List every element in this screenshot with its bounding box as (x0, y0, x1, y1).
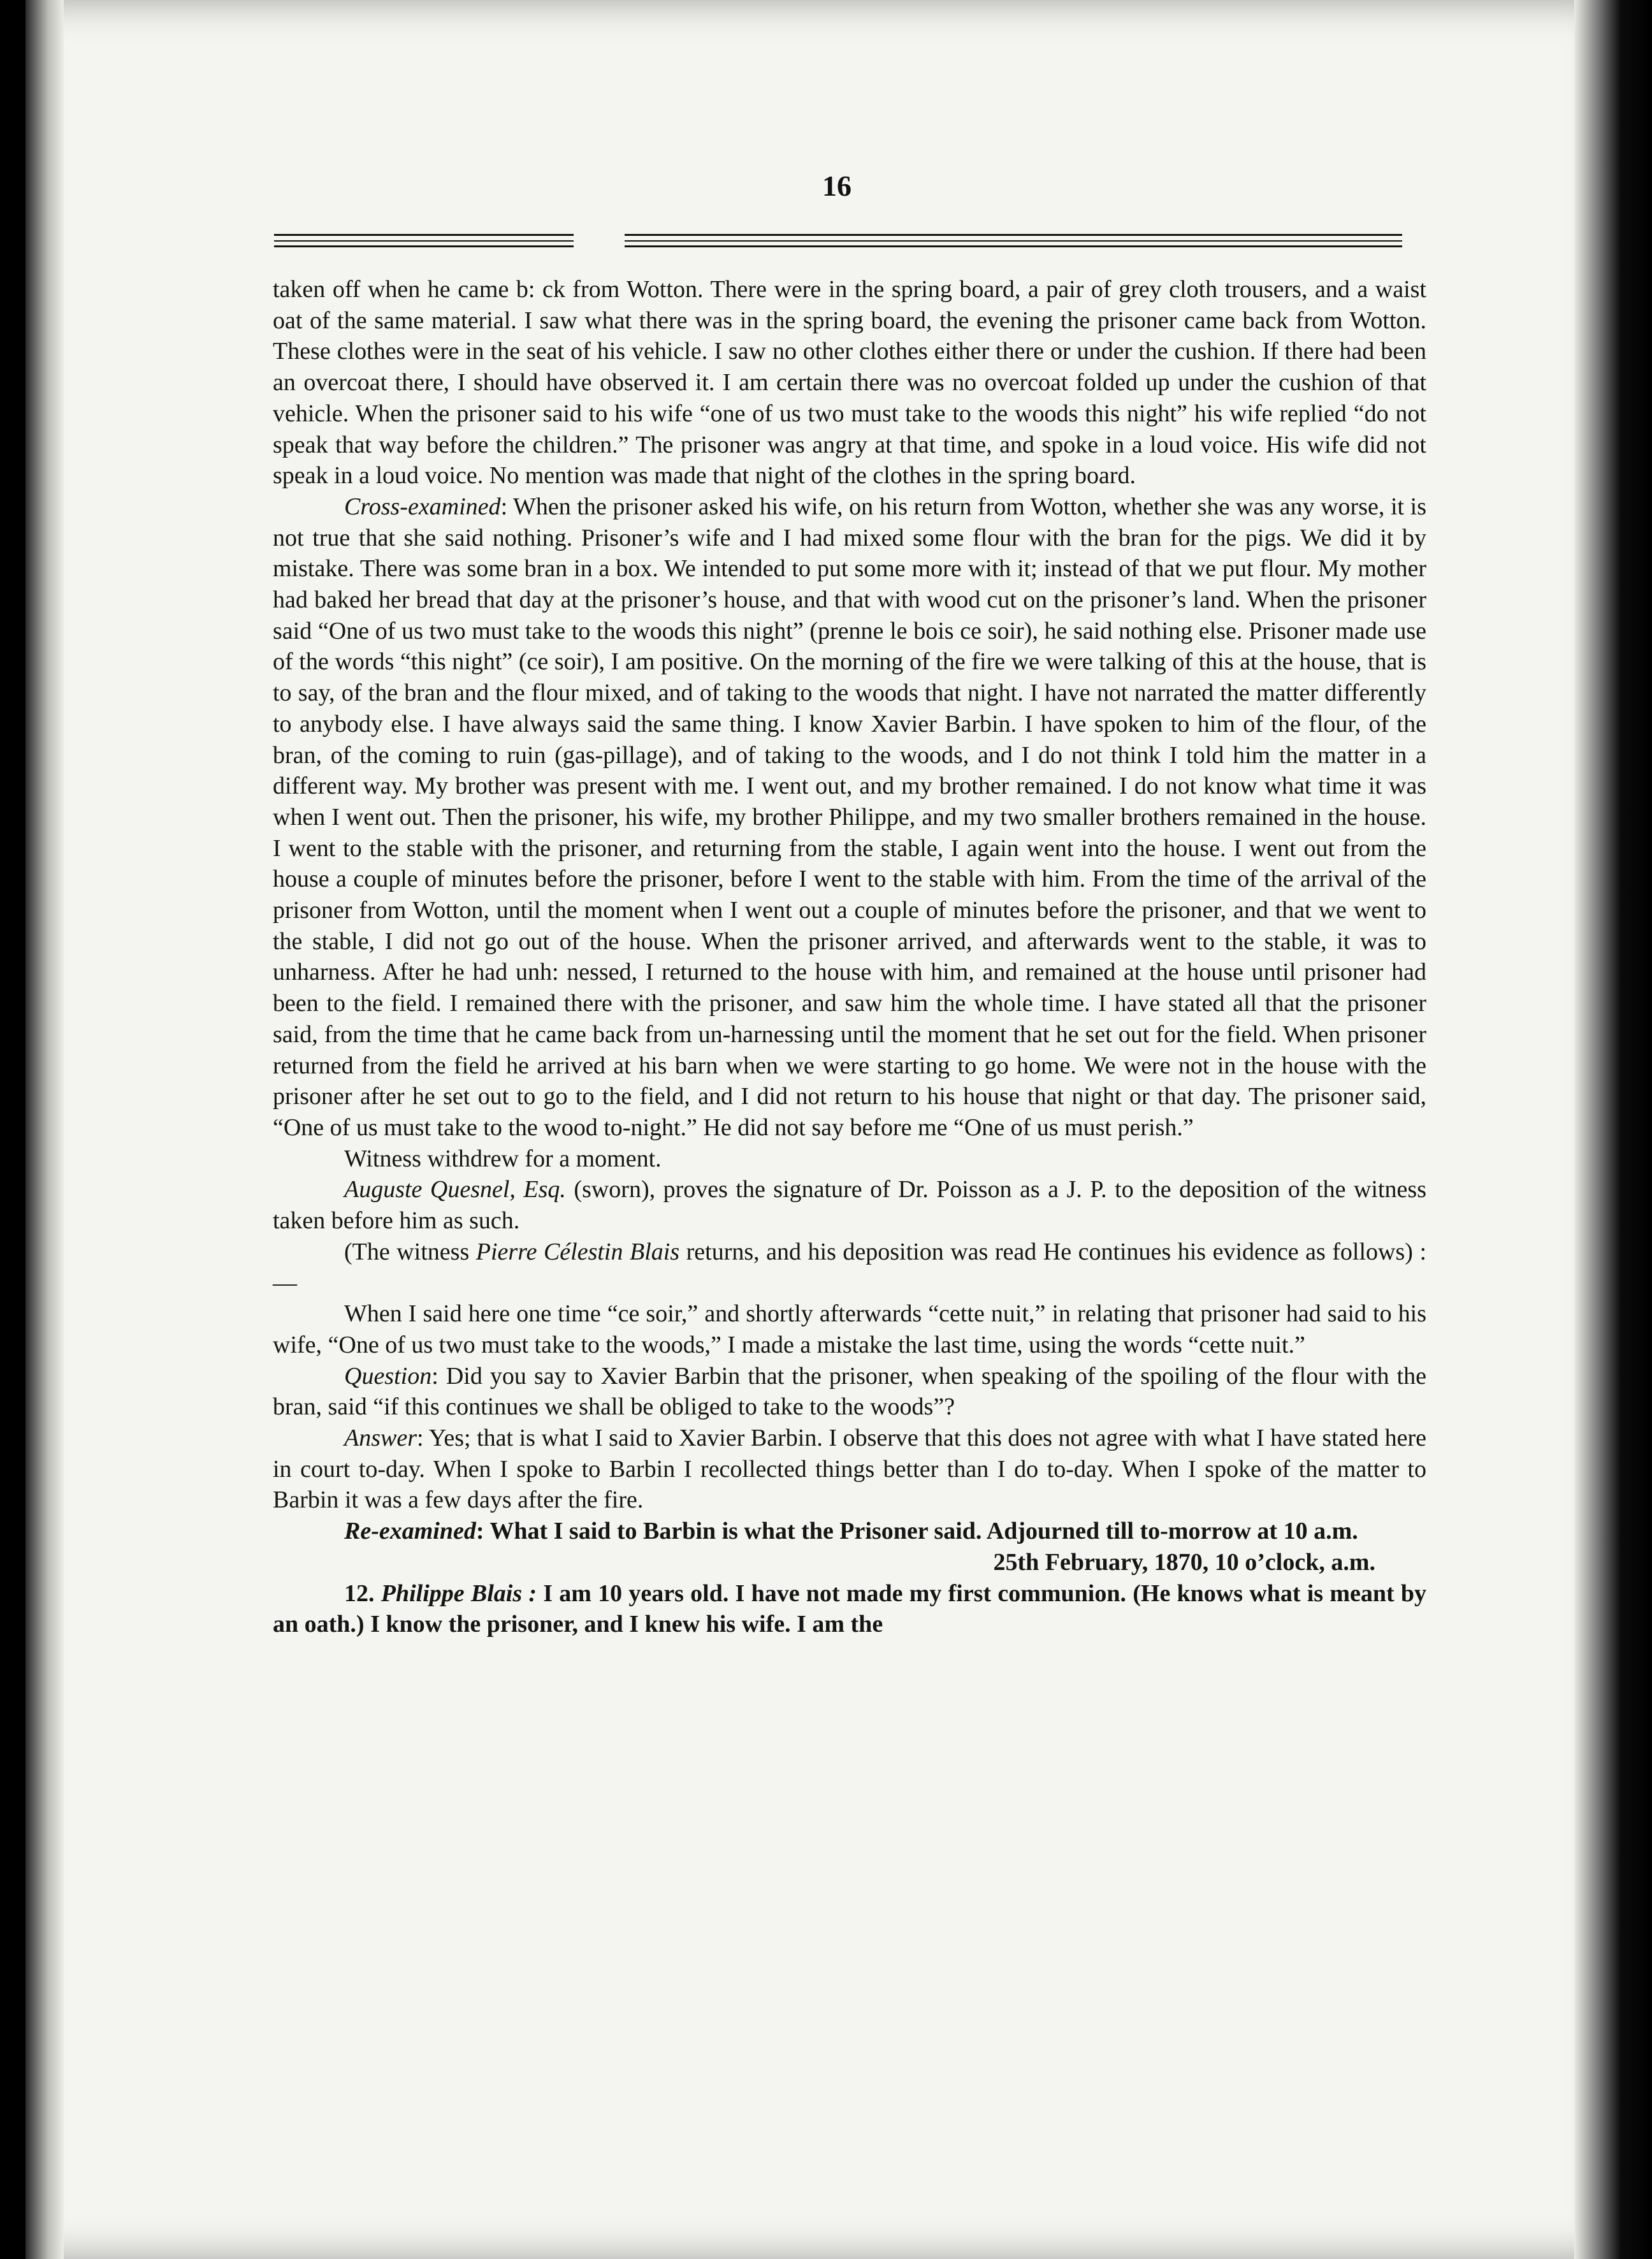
paragraph-text: : Did you say to Xavier Barbin that the prisoner, when speaking of the spoiling of the flour with the bran, said “if this continues we shall be obliged to take to the woods”? (273, 1362, 1426, 1421)
paragraph-text: (The witness (344, 1238, 476, 1265)
paragraph (273, 1298, 1426, 1360)
header-rule-gap (574, 229, 625, 250)
paragraph-text: : When the prisoner asked his wife, on his return from Wotton, whether she was any worse, it is not true that she said nothing. Prisoner’s wife and I had mixed some flour with the bran for the pigs. We did it by mistake. There was some bran in a box. We intended to put some more with it; instead of that we put flour. My mother had baked her bread that day at the prisoner’s house, and that with wood cut on the prisoner’s land. When the prisoner said “One of us two must take to the woods this night” (prenne le bois ce soir), he said nothing else. Prisoner made use of the words “this night” (ce soir), I am positive. On the morning of the fire we were talking of this at the house, that is to say, of the bran and the flour mixed, and of taking to the woods that night. I have not narrated the matter differently to anybody else. I have always said the same thing. I know Xavier Barbin. I have spoken to him of the flour, of the bran, of the coming to ruin (gas-pillage), and of taking to the woods, and I do not think I told him the matter in a different way. My brother was present with me. I went out, and my brother remained. I do not know what time it was when I went out. Then the prisoner, his wife, my brother Philippe, and my two smaller brothers remained in the house. I went to the stable with the prisoner, and returning from the stable, I again went into the house. I went out from the house a couple of minutes before the prisoner, before I went to the stable with him. From the time of the arrival of the prisoner from Wotton, until the moment when I went out a couple of minutes before the prisoner, and that we went to the stable, I did not go out of the house. When the prisoner arrived, and afterwards went to the stable, it was to unharness. After he had unh: nessed, I returned to the house with him, and remained at the house until prisoner had been to the field. I remained there with the prisoner, and saw him the whole time. I have stated all that the prisoner said, from the time that he came back from un-harnessing until the moment that he set out for the field. When prisoner returned from the field he arrived at his barn when we were starting to go home. We were not in the house with the prisoner after he set out to go to the field, and I did not return to his house that night or that day. The prisoner said, “One of us must take to the wood to-night.” He did not say before me “One of us must perish.” (273, 493, 1426, 1141)
paragraph (273, 1578, 1426, 1640)
section-lead: Cross-examined (344, 493, 501, 520)
paragraph-text: returns, and his deposition was read He continues his evidence as follows) :— (273, 1238, 1427, 1297)
section-lead: Auguste Quesnel, Esq. (344, 1176, 566, 1203)
page-number: 16 (822, 170, 851, 202)
paragraph (273, 1174, 1426, 1236)
paragraph (273, 1361, 1426, 1423)
paragraph-text: (sworn), proves the signature of Dr. Poisson as a J. P. to the deposition of the witness taken before him as such. (273, 1176, 1426, 1235)
section-lead: Question (344, 1362, 432, 1390)
paragraph (273, 491, 1426, 1144)
body-text (273, 274, 1426, 1640)
header-rule (274, 245, 1402, 247)
paragraph-text: : What I said to Barbin is what the Prisoner said. Adjourned till to-morrow at 10 a.m. (475, 1518, 1358, 1545)
paragraph (273, 1516, 1426, 1547)
header-rule (274, 240, 1402, 242)
paragraph (273, 1144, 1426, 1175)
section-lead: Pierre Célestin Blais (475, 1238, 680, 1265)
header-rule (274, 234, 1402, 236)
paragraph-text: 12. (344, 1580, 381, 1607)
paragraph-text: Witness withdrew for a moment. (344, 1145, 662, 1172)
section-lead: Re-examined (344, 1518, 476, 1545)
paragraph-text: I am 10 years old. I have not made my first communion. (He knows what is meant by an oath.) I know the prisoner, and I knew his wife. I am the (273, 1580, 1426, 1638)
paragraph (273, 274, 1426, 491)
paragraph (273, 1237, 1426, 1298)
section-lead: Answer (344, 1425, 417, 1452)
page-right-edge (1574, 0, 1652, 2259)
date-text: 25th February, 1870, 10 o’clock, a.m. (993, 1548, 1375, 1576)
page-left-edge (25, 0, 64, 2259)
paragraph-text: When I said here one time “ce soir,” and shortly afterwards “cette nuit,” in relating that prisoner had said to his wife, “One of us two must take to the woods,” I made a mistake the last time, using the words “cette nuit.” (273, 1300, 1426, 1358)
paragraph-text: taken off when he came b: ck from Wotton. There were in the spring board, a pair of grey cloth trousers, and a waist oat of the same material. I saw what there was in the spring board, the evening the prisoner came back from Wotton. These clothes were in the seat of his vehicle. I saw no other clothes either there or under the cushion. If there had been an overcoat there, I should have observed it. I am certain there was no overcoat folded up under the cushion of that vehicle. When the prisoner said to his wife “one of us two must take to the woods this night” his wife replied “do not speak that way before the children.” The prisoner was angry at that time, and spoke in a loud voice. His wife did not speak in a loud voice. No mention was made that night of the clothes in the spring board. (273, 276, 1426, 490)
date-line (273, 1547, 1426, 1578)
paragraph-text: : Yes; that is what I said to Xavier Barbin. I observe that this does not agree with what I have stated here in court to-day. When I spoke to Barbin I recollected things better than I do to-day. When I spoke of the matter to Barbin it was a few days after the fire. (273, 1425, 1426, 1514)
paragraph (273, 1423, 1426, 1516)
section-lead: Philippe Blais : (380, 1580, 537, 1607)
